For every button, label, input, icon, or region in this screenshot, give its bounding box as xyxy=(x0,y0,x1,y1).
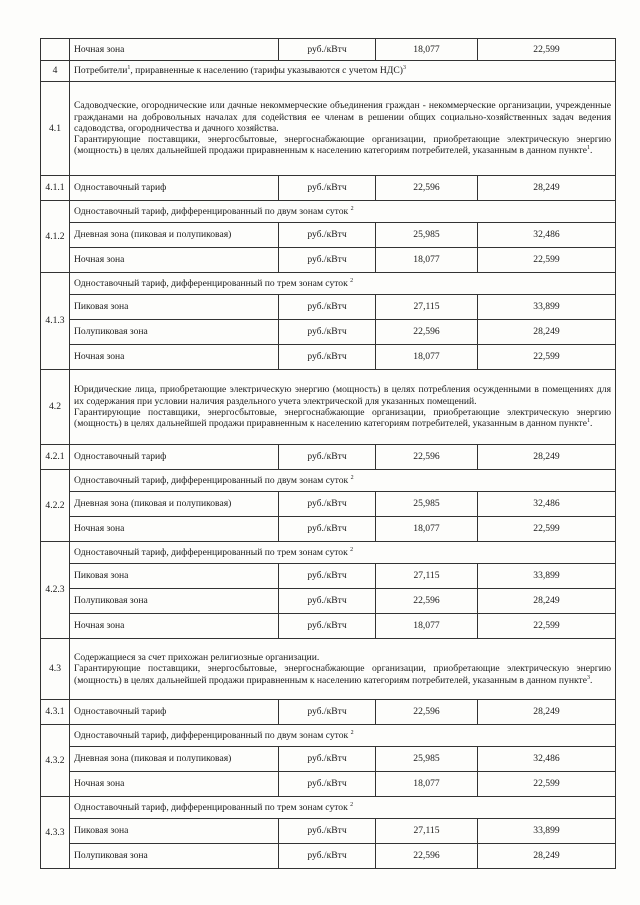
tariff-value-2: 28,249 xyxy=(478,445,616,470)
zone-label: Ночная зона xyxy=(70,248,279,273)
unit-cell: руб./кВтч xyxy=(279,248,376,273)
tariff-label: Одноставочный тариф xyxy=(70,176,279,201)
zone-label: Полупиковая зона xyxy=(70,844,279,869)
tariff-value-2: 22,599 xyxy=(478,345,616,370)
tariff-value-2: 22,599 xyxy=(478,39,616,61)
unit-cell: руб./кВтч xyxy=(279,295,376,320)
section-description: Содержащиеся за счет прихожан религиозные организации. Гарантирующие поставщики, энергосбытовые, энергоснабжающие организации, приобретающие электрическую энергию (мощность) в целях дальнейшей продажи приравненным к населению категориям потребителей, указанным в данном пункте$^3$. xyxy=(70,639,616,700)
zone-label: Ночная зона xyxy=(70,517,279,542)
tariff-value-2: 33,899 xyxy=(478,819,616,844)
row-number: 4.2.2 xyxy=(41,470,70,542)
table-row xyxy=(41,844,616,869)
table-row xyxy=(41,614,616,639)
unit-cell: руб./кВтч xyxy=(279,492,376,517)
unit-cell: руб./кВтч xyxy=(279,564,376,589)
tariff-label: Одноставочный тариф xyxy=(70,445,279,470)
table-row xyxy=(41,517,616,542)
tariff-value-1: 25,985 xyxy=(376,747,478,772)
zone-label: Пиковая зона xyxy=(70,819,279,844)
table-row xyxy=(41,320,616,345)
table-row xyxy=(41,445,616,470)
tariff-value-2: 33,899 xyxy=(478,564,616,589)
unit-cell: руб./кВтч xyxy=(279,700,376,725)
tariff-value-1: 27,115 xyxy=(376,295,478,320)
tariff-table xyxy=(40,38,616,869)
tariff-value-2: 32,486 xyxy=(478,492,616,517)
row-number: 4.1.3 xyxy=(41,273,70,370)
table-row xyxy=(41,589,616,614)
tariff-value-1: 22,596 xyxy=(376,445,478,470)
subsection-title: Одноставочный тариф, дифференцированный по трем зонам суток $^2$ xyxy=(70,797,616,819)
tariff-value-1: 22,596 xyxy=(376,320,478,345)
section-header-row xyxy=(41,61,616,82)
section-description-row xyxy=(41,370,616,445)
unit-cell: руб./кВтч xyxy=(279,819,376,844)
section-description-row xyxy=(41,639,616,700)
zone-label: Ночная зона xyxy=(70,772,279,797)
tariff-value-2: 33,899 xyxy=(478,295,616,320)
row-number: 4.3.2 xyxy=(41,725,70,797)
tariff-value-2: 22,599 xyxy=(478,772,616,797)
tariff-value-2: 28,249 xyxy=(478,176,616,201)
tariff-value-1: 18,077 xyxy=(376,614,478,639)
table-row xyxy=(41,248,616,273)
tariff-value-2: 22,599 xyxy=(478,248,616,273)
table-row xyxy=(41,223,616,248)
zone-label: Ночная зона xyxy=(70,39,279,61)
unit-cell: руб./кВтч xyxy=(279,614,376,639)
row-number: 4.2 xyxy=(41,370,70,445)
tariff-value-2: 32,486 xyxy=(478,747,616,772)
unit-cell: руб./кВтч xyxy=(279,589,376,614)
unit-cell: руб./кВтч xyxy=(279,844,376,869)
row-number: 4.3.3 xyxy=(41,797,70,869)
tariff-value-2: 28,249 xyxy=(478,700,616,725)
subsection-title: Одноставочный тариф, дифференцированный по двум зонам суток $^2$ xyxy=(70,470,616,492)
unit-cell: руб./кВтч xyxy=(279,517,376,542)
subsection-title-row xyxy=(41,273,616,295)
tariff-value-1: 22,596 xyxy=(376,176,478,201)
table-row xyxy=(41,747,616,772)
tariff-value-1: 18,077 xyxy=(376,39,478,61)
section-description: Садоводческие, огороднические или дачные некоммерческие объединения граждан - некоммерческие организации, учрежденные гражданами на добровольных началах для содействия ее членам в решении общих социально-хозяйственных задач ведения садоводства, огородничества и дачного хозяйства. Гарантирующие поставщики, энергосбытовые, энергоснабжающие организации, приобретающие электрическую энергию (мощность) в целях дальнейшей продажи приравненным к населению категориям потребителей, указанным в данном пункте$^1$. xyxy=(70,82,616,176)
subsection-title-row xyxy=(41,470,616,492)
zone-label: Пиковая зона xyxy=(70,295,279,320)
row-number: 4.1.2 xyxy=(41,201,70,273)
table-row xyxy=(41,700,616,725)
section-description-row xyxy=(41,82,616,176)
tariff-label: Одноставочный тариф xyxy=(70,700,279,725)
table-row xyxy=(41,772,616,797)
zone-label: Ночная зона xyxy=(70,614,279,639)
tariff-value-2: 22,599 xyxy=(478,517,616,542)
unit-cell: руб./кВтч xyxy=(279,176,376,201)
zone-label: Пиковая зона xyxy=(70,564,279,589)
table-row xyxy=(41,819,616,844)
subsection-title: Одноставочный тариф, дифференцированный по трем зонам суток $^2$ xyxy=(70,542,616,564)
tariff-value-1: 27,115 xyxy=(376,564,478,589)
row-number: 4.1.1 xyxy=(41,176,70,201)
row-number: 4.1 xyxy=(41,82,70,176)
tariff-value-1: 18,077 xyxy=(376,248,478,273)
tariff-value-1: 25,985 xyxy=(376,223,478,248)
row-number xyxy=(41,39,70,61)
subsection-title: Одноставочный тариф, дифференцированный по трем зонам суток $^2$ xyxy=(70,273,616,295)
subsection-title: Одноставочный тариф, дифференцированный по двум зонам суток $^2$ xyxy=(70,201,616,223)
row-number: 4.3 xyxy=(41,639,70,700)
table-row xyxy=(41,492,616,517)
unit-cell: руб./кВтч xyxy=(279,345,376,370)
unit-cell: руб./кВтч xyxy=(279,445,376,470)
tariff-value-1: 18,077 xyxy=(376,772,478,797)
table-row xyxy=(41,564,616,589)
row-number: 4 xyxy=(41,61,70,82)
subsection-title-row xyxy=(41,725,616,747)
tariff-value-1: 22,596 xyxy=(376,589,478,614)
section-description: Юридические лица, приобретающие электрическую энергию (мощность) в целях потребления осужденными в помещениях для их содержания при условии наличия раздельного учета электрической для указанных помещений. Гарантирующие поставщики, энергосбытовые, энергоснабжающие организации, приобретающие электрическую энергию (мощность) в целях дальнейшей продажи приравненным к населению категориям потребителей, указанным в данном пункте$^1$. xyxy=(70,370,616,445)
tariff-value-1: 27,115 xyxy=(376,819,478,844)
table-row xyxy=(41,39,616,61)
zone-label: Дневная зона (пиковая и полупиковая) xyxy=(70,747,279,772)
zone-label: Дневная зона (пиковая и полупиковая) xyxy=(70,223,279,248)
tariff-value-1: 18,077 xyxy=(376,345,478,370)
row-number: 4.2.1 xyxy=(41,445,70,470)
tariff-value-1: 25,985 xyxy=(376,492,478,517)
tariff-value-1: 22,596 xyxy=(376,700,478,725)
subsection-title-row xyxy=(41,797,616,819)
tariff-value-2: 32,486 xyxy=(478,223,616,248)
tariff-value-2: 28,249 xyxy=(478,844,616,869)
tariff-value-2: 28,249 xyxy=(478,589,616,614)
table-row xyxy=(41,345,616,370)
zone-label: Ночная зона xyxy=(70,345,279,370)
tariff-value-1: 18,077 xyxy=(376,517,478,542)
subsection-title-row xyxy=(41,201,616,223)
unit-cell: руб./кВтч xyxy=(279,320,376,345)
section-title: Потребители$^1$, приравненные к населению (тарифы указываются с учетом НДС)$^3$ xyxy=(70,61,616,82)
table-row xyxy=(41,176,616,201)
row-number: 4.2.3 xyxy=(41,542,70,639)
unit-cell: руб./кВтч xyxy=(279,223,376,248)
table-row xyxy=(41,295,616,320)
row-number: 4.3.1 xyxy=(41,700,70,725)
zone-label: Полупиковая зона xyxy=(70,589,279,614)
zone-label: Полупиковая зона xyxy=(70,320,279,345)
subsection-title: Одноставочный тариф, дифференцированный по двум зонам суток $^2$ xyxy=(70,725,616,747)
unit-cell: руб./кВтч xyxy=(279,747,376,772)
tariff-value-2: 28,249 xyxy=(478,320,616,345)
subsection-title-row xyxy=(41,542,616,564)
tariff-value-2: 22,599 xyxy=(478,614,616,639)
unit-cell: руб./кВтч xyxy=(279,772,376,797)
unit-cell: руб./кВтч xyxy=(279,39,376,61)
zone-label: Дневная зона (пиковая и полупиковая) xyxy=(70,492,279,517)
tariff-value-1: 22,596 xyxy=(376,844,478,869)
